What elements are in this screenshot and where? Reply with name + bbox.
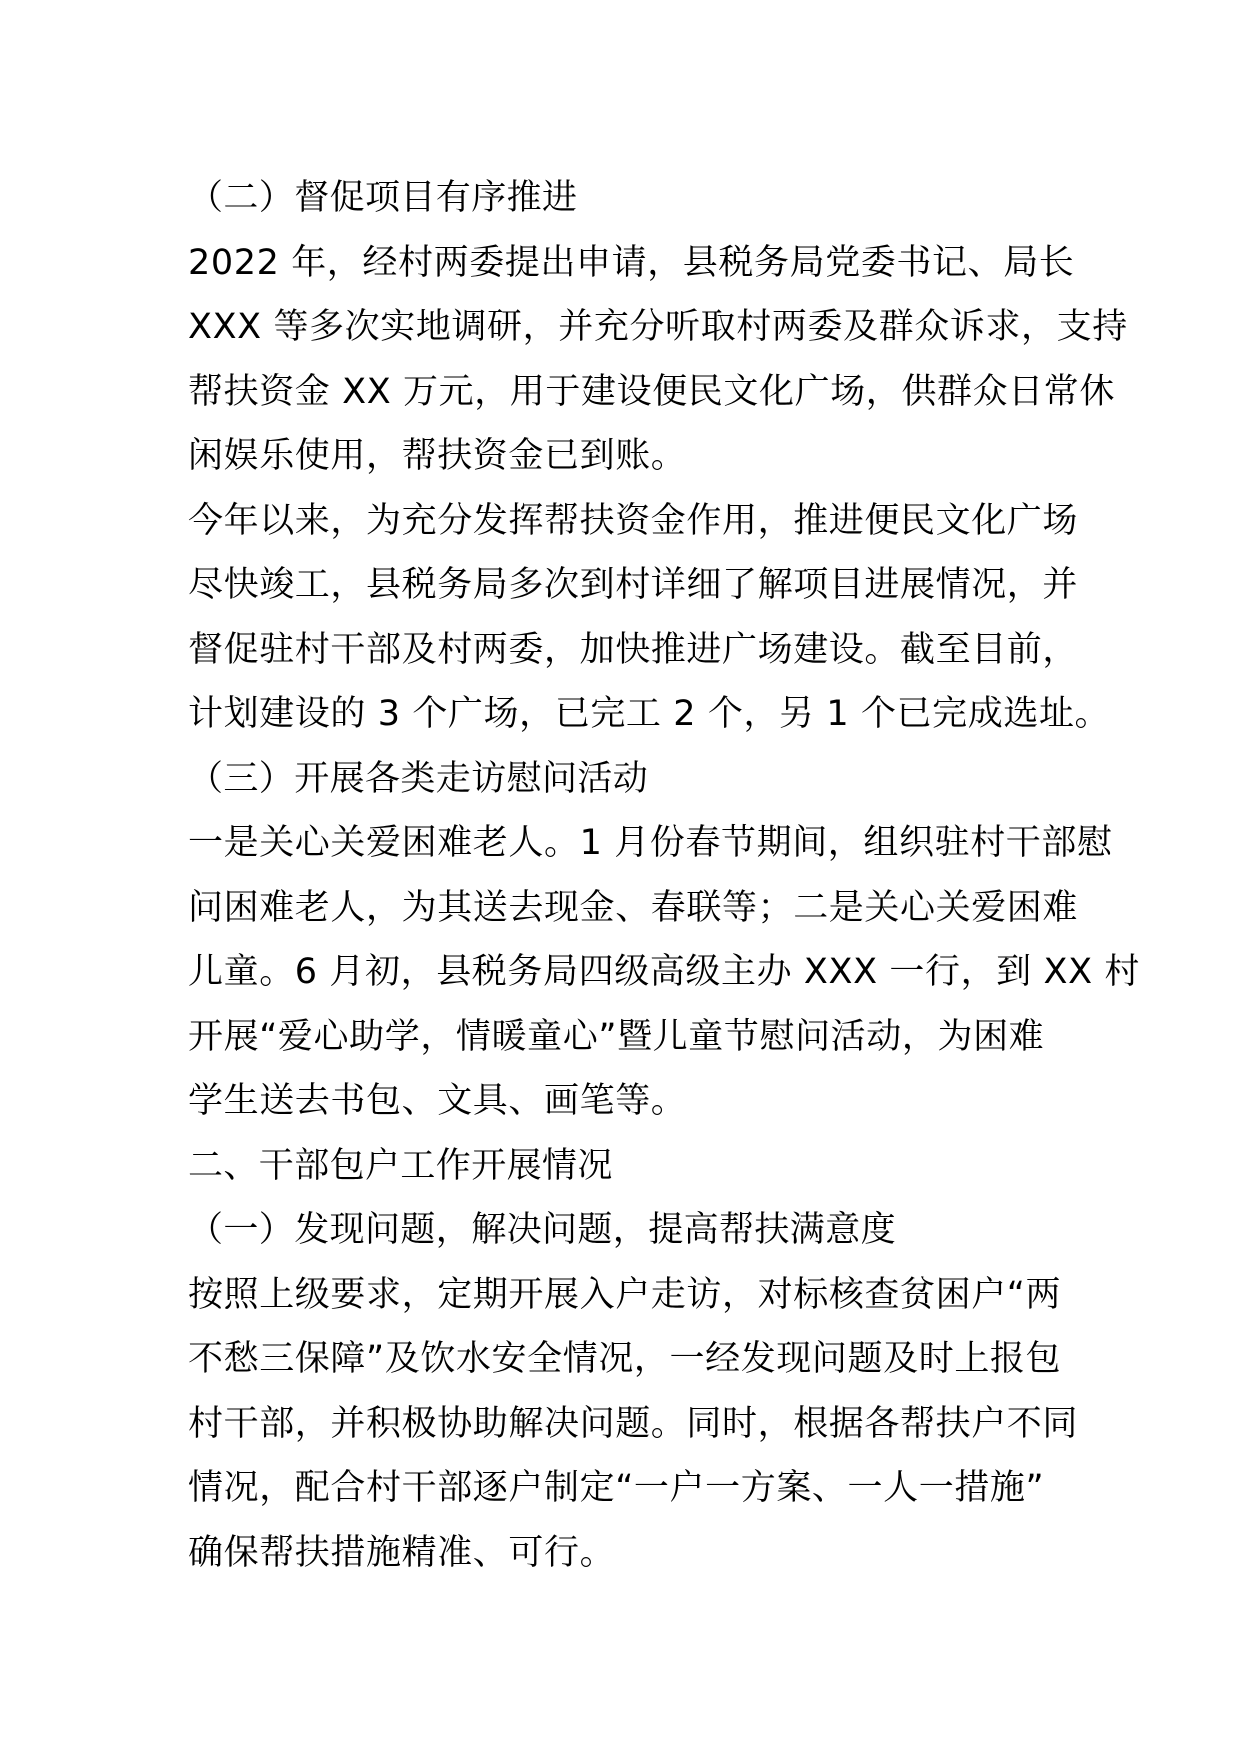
paragraph-line: 按照上级要求，定期开展入户走访，对标核查贫困户“两 (188, 1274, 1062, 1315)
paragraph-line: 一是关心关爱困难老人。1 月份春节期间，组织驻村干部慰 (188, 823, 1113, 863)
paragraph-line: 村干部，并积极协助解决问题。同时，根据各帮扶户不同 (188, 1403, 1079, 1444)
document-body (188, 166, 1140, 1585)
section-heading-3-1: （一）发现问题，解决问题，提高帮扶满意度 (188, 1210, 897, 1250)
paragraph-line: 闲娱乐使用，帮扶资金已到账。 (188, 436, 687, 476)
paragraph-line: 学生送去书包、文具、画笔等。 (188, 1081, 687, 1121)
section-heading-2: 二、干部包户工作开展情况 (188, 1145, 613, 1186)
paragraph-line: 计划建设的 3 个广场，已完工 2 个，另 1 个已完成选址。 (188, 694, 1111, 734)
paragraph-line: 问困难老人，为其送去现金、春联等；二是关心关爱困难 (188, 887, 1079, 928)
paragraph-line: 尽快竣工，县税务局多次到村详细了解项目进展情况，并 (188, 565, 1079, 605)
paragraph-line: 开展“爱心助学，情暖童心”暨儿童节慰问活动，为困难 (188, 1016, 1045, 1057)
paragraph-line: 帮扶资金 XX 万元，用于建设便民文化广场，供群众日常休 (188, 371, 1116, 412)
paragraph-line: 儿童。6 月初，县税务局四级高级主办 XXX 一行，到 XX 村 (188, 952, 1140, 992)
section-heading-2-2: （二）督促项目有序推进 (188, 178, 578, 218)
paragraph-line: XXX 等多次实地调研，并充分听取村两委及群众诉求，支持 (188, 307, 1128, 347)
section-heading-2-3: （三）开展各类走访慰问活动 (188, 758, 649, 799)
paragraph-line: 今年以来，为充分发挥帮扶资金作用，推进便民文化广场 (188, 500, 1079, 541)
paragraph-line: 情况，配合村干部逐户制定“一户一方案、一人一措施” (188, 1468, 1045, 1508)
paragraph-line: 督促驻村干部及村两委，加快推进广场建设。截至目前， (188, 629, 1079, 670)
paragraph-line: 不愁三保障”及饮水安全情况，一经发现问题及时上报包 (188, 1339, 1062, 1379)
paragraph-line: 2022 年，经村两委提出申请，县税务局党委书记、局长 (188, 242, 1075, 283)
paragraph-line: 确保帮扶措施精准、可行。 (188, 1532, 616, 1573)
